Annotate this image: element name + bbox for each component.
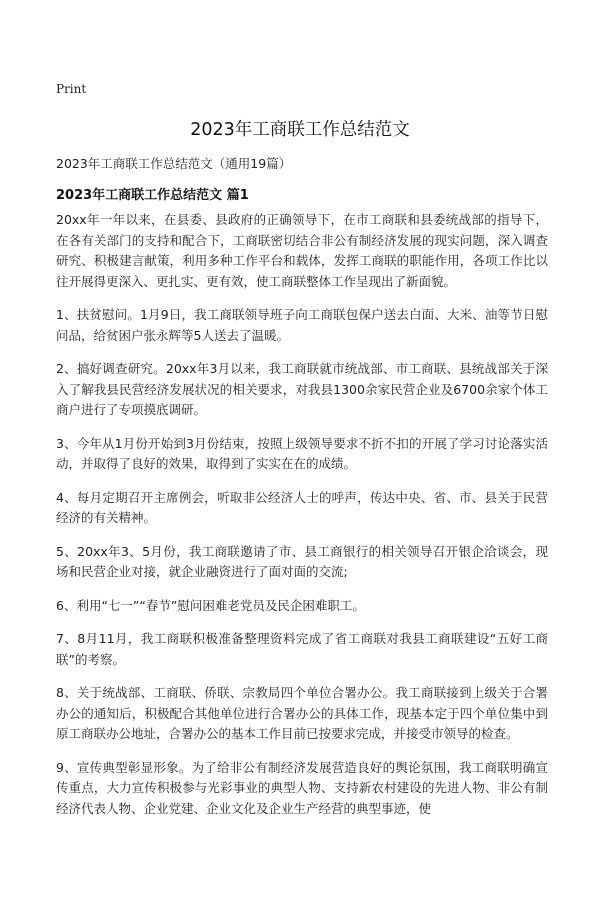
document-body — [56, 210, 548, 819]
page-title: 2023年工商联工作总结范文 — [190, 120, 410, 140]
paragraph-item-4: 4、每月定期召开主席例会，听取非公经济人士的呼声，传达中央、省、市、县关于民营经济的有关精神。 — [56, 489, 548, 525]
paragraph-item-7: 7、8月11月，我工商联积极准备整理资料完成了省工商联对我县工商联建设“五好工商联”的考察。 — [56, 631, 548, 667]
paragraph-item-2: 2、搞好调查研究。20xx年3月以来，我工商联就市统战部、市工商联、县统战部关于深入了解我县民营经济发展状况的相关要求，对我县1300余家民营企业及6700余家个体工商户进行了专项摸底调研。 — [56, 361, 548, 417]
paragraph-item-5: 5、20xx年3、5月份，我工商联邀请了市、县工商银行的相关领导召开银企洽谈会，现场和民营企业对接，就企业融资进行了面对面的交流; — [56, 543, 548, 579]
paragraph-intro: 20xx年一年以来，在县委、县政府的正确领导下，在市工商联和县委统战部的指导下，在各有关部门的支持和配合下，工商联密切结合非公有制经济发展的现实问题，深入调查研究、积极建言献策，利用多种工作平台和载体，发挥工商联的职能作用，各项工作比以往开展得更深入、更扎实、更有效，使工商联整体工作呈现出了新面貌。 — [56, 212, 548, 289]
paragraph-item-1: 1、扶贫慰问。1月9日，我工商联领导班子向工商联包保户送去白面、大米、油等节日慰问品，给贫困户张永辉等5人送去了温暖。 — [56, 307, 548, 343]
paragraph-item-6: 6、利用“七一”“春节”慰问困难老党员及民企困难职工。 — [56, 597, 365, 613]
print-link[interactable]: Print — [56, 82, 87, 96]
paragraph-item-3: 3、今年从1月份开始到3月份结束，按照上级领导要求不折不扣的开展了学习讨论落实活动，并取得了良好的效果，取得到了实实在在的成绩。 — [56, 435, 548, 471]
document-subtitle: 2023年工商联工作总结范文（通用19篇） — [56, 156, 292, 171]
paragraph-item-8: 8、关于统战部、工商联、侨联、宗教局四个单位合署办公。我工商联接到上级关于合署办公的通知后，积极配合其他单位进行合署办公的具体工作，现基本定于四个单位集中到原工商联办公地址，合署办公的基本工作目前已按要求完成，并接受市领导的检查。 — [56, 685, 548, 741]
section-heading: 2023年工商联工作总结范文 篇1 — [56, 188, 249, 203]
paragraph-item-9: 9、宣传典型彰显形象。为了给非公有制经济发展营造良好的舆论氛围，我工商联明确宣传重点，大力宣传积极参与光彩事业的典型人物、支持新农村建设的先进人物、非公有制经济代表人物、企业党建、企业文化及企业生产经营的典型事迹，使 — [56, 759, 548, 816]
